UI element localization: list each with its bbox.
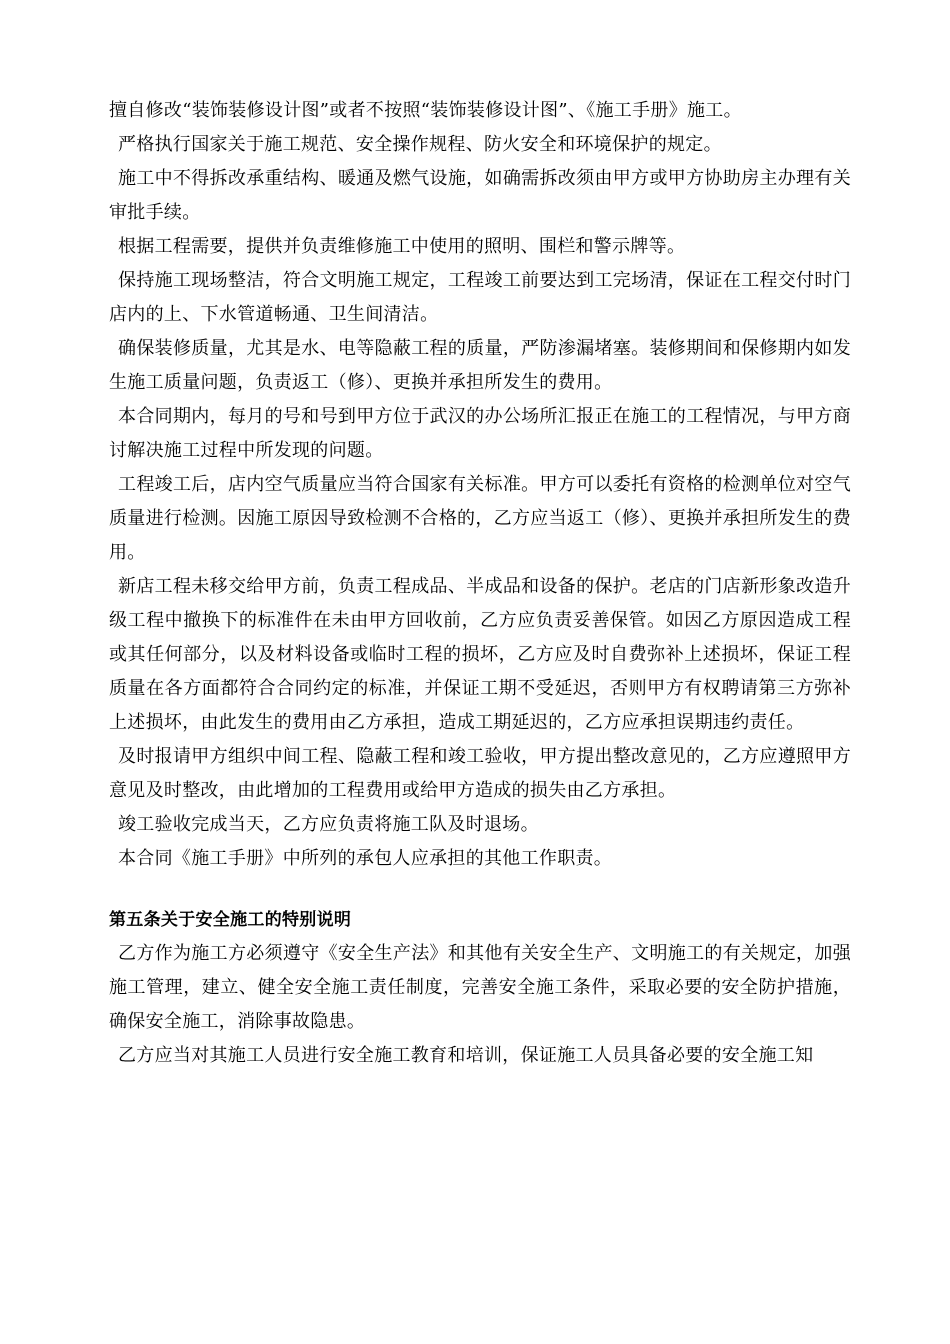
paragraph: 擅自修改“装饰装修设计图”或者不按照“装饰装修设计图”、《施工手册》施工。 <box>109 100 742 121</box>
paragraph: 根据工程需要，提供并负责维修施工中使用的照明、围栏和警示牌等。 <box>118 236 686 257</box>
section-title: 第五条关于安全施工的特别说明 <box>109 910 352 930</box>
paragraph: 保持施工现场整洁，符合文明施工规定，工程竣工前要达到工完场清，保证在工程交付时门店内的上、下水管道畅通、卫生间清洁。 <box>109 270 851 325</box>
paragraph: 本合同期内，每月的号和号到甲方位于武汉的办公场所汇报正在施工的工程情况，与甲方商讨解决施工过程中所发现的问题。 <box>109 406 851 461</box>
paragraph: 及时报请甲方组织中间工程、隐蔽工程和竣工验收，甲方提出整改意见的，乙方应遵照甲方意见及时整改，由此增加的工程费用或给甲方造成的损失由乙方承担。 <box>109 746 851 801</box>
paragraph: 确保装修质量，尤其是水、电等隐蔽工程的质量，严防渗漏堵塞。装修期间和保修期内如发生施工质量问题，负责返工（修）、更换并承担所发生的费用。 <box>109 338 851 393</box>
paragraph: 施工中不得拆改承重结构、暖通及燃气设施，如确需拆改须由甲方或甲方协助房主办理有关审批手续。 <box>109 168 851 223</box>
paragraph: 新店工程未移交给甲方前，负责工程成品、半成品和设备的保护。老店的门店新形象改造升级工程中撤换下的标准件在未由甲方回收前，乙方应负责妥善保管。如因乙方原因造成工程或其任何部分，以及材料设备或临时工程的损坏，乙方应及时自费弥补上述损坏，保证工程质量在各方面都符合合同约定的标准，并保证工期不受延迟，否则甲方有权聘请第三方弥补上述损坏，由此发生的费用由乙方承担，造成工期延迟的，乙方应承担误期违约责任。 <box>109 576 851 733</box>
paragraph: 乙方应当对其施工人员进行安全施工教育和培训，保证施工人员具备必要的安全施工知 <box>118 1045 814 1066</box>
paragraph: 严格执行国家关于施工规范、安全操作规程、防火安全和环境保护的规定。 <box>118 134 722 155</box>
paragraph: 本合同《施工手册》中所列的承包人应承担的其他工作职责。 <box>118 848 613 869</box>
document-body <box>109 94 851 1073</box>
paragraph: 乙方作为施工方必须遵守《安全生产法》和其他有关安全生产、文明施工的有关规定，加强施工管理，建立、健全安全施工责任制度，完善安全施工条件，采取必要的安全防护措施，确保安全施工，消除事故隐患。 <box>109 943 851 1032</box>
paragraph: 竣工验收完成当天，乙方应负责将施工队及时退场。 <box>118 814 539 835</box>
paragraph: 工程竣工后，店内空气质量应当符合国家有关标准。甲方可以委托有资格的检测单位对空气质量进行检测。因施工原因导致检测不合格的，乙方应当返工（修）、更换并承担所发生的费用。 <box>109 474 851 563</box>
